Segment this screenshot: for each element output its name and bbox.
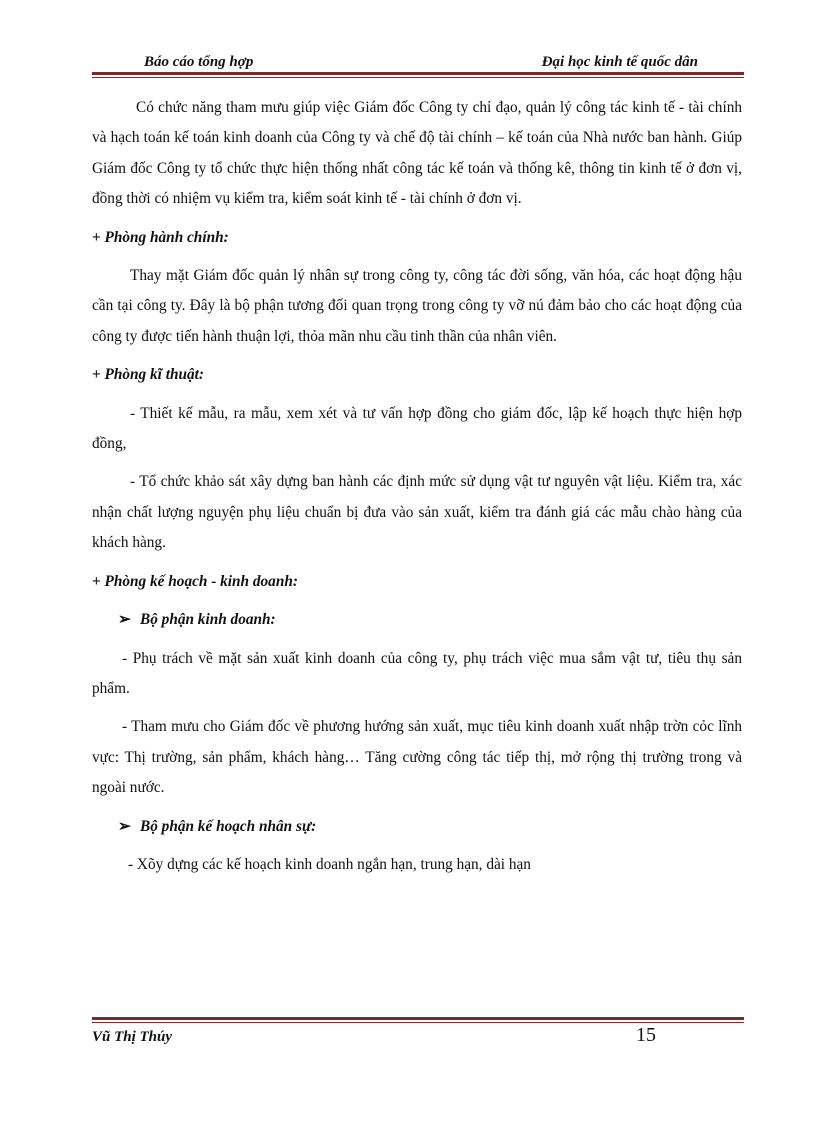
arrow-bullet-icon: ➢ <box>118 611 131 629</box>
footer-page-number: 15 <box>636 1024 656 1046</box>
paragraph-hr-planning: - Xõy dựng các kế hoạch kinh doanh ngắn hạn, trung hạn, dài hạn <box>128 855 531 873</box>
heading-planning-business: + Phòng kế hoạch - kinh doanh: <box>92 572 298 590</box>
footer-rule <box>92 1017 744 1023</box>
arrow-bullet-icon: ➢ <box>118 817 131 835</box>
paragraph-business-advisory: - Tham mưu cho Giám đốc về phương hướng sản xuất, mục tiêu kinh doanh xuất nhập trờn cỏc lĩnh vực: Thị trường, sản phẩm, khách hàng… Tăng cường công tác tiếp thị, mở rộng thị trường trong và ngoài nước. <box>92 718 742 797</box>
footer-author: Vũ Thị Thúy <box>92 1029 173 1045</box>
page-header <box>92 52 744 74</box>
subheading-business-unit: ➢ Bộ phận kinh doanh: <box>92 605 742 635</box>
subheading-hr-planning-unit: ➢ Bộ phận kế hoạch nhân sự: <box>92 812 742 842</box>
heading-technical: + Phòng kĩ thuật: <box>92 366 205 384</box>
paragraph-accounting-function: Có chức năng tham mưu giúp việc Giám đốc Công ty chỉ đạo, quản lý công tác kinh tế - tài chính và hạch toán kế toán kinh doanh của Công ty và chế độ tài chính – kế toán của Nhà nước ban hành. Giúp Giám đốc Công ty tổ chức thực hiện thống nhất công tác kế toán và thống kê, thông tin kinh tế ở đơn vị, đồng thời có nhiệm vụ kiểm tra, kiểm soát kinh tế - tài chính ở đơn vị. <box>92 99 742 208</box>
paragraph-technical-design: - Thiết kế mẫu, ra mẫu, xem xét và tư vấn hợp đồng cho giám đốc, lập kế hoạch thực hiện hợp đồng, <box>92 404 742 453</box>
paragraph-business-production: - Phụ trách về mặt sản xuất kinh doanh của công ty, phụ trách việc mua sắm vật tư, tiêu thụ sản phẩm. <box>92 649 742 697</box>
heading-administration: + Phòng hành chính: <box>92 228 229 246</box>
paragraph-technical-survey: - Tổ chức khảo sát xây dựng ban hành các định mức sử dụng vật tư nguyên vật liệu. Kiểm tra, xác nhận chất lượng nguyện phụ liệu chuẩn bị đưa vào sản xuất, kiểm tra đánh giá các mẫu chào hàng của khách hàng. <box>92 473 742 552</box>
page-content <box>92 93 742 888</box>
header-rule <box>92 72 744 78</box>
paragraph-administration: Thay mặt Giám đốc quản lý nhân sự trong công ty, công tác đời sống, văn hóa, các hoạt động hậu cần tại công ty. Đây là bộ phận tương đối quan trọng trong công ty vỡ nú đảm bảo cho các hoạt động của công ty được tiến hành thuận lợi, thỏa mãn nhu cầu tinh thần của nhân viên. <box>92 267 742 345</box>
header-report-title: Báo cáo tổng hợp <box>144 54 254 70</box>
header-university: Đại học kinh tế quốc dân <box>541 54 698 70</box>
